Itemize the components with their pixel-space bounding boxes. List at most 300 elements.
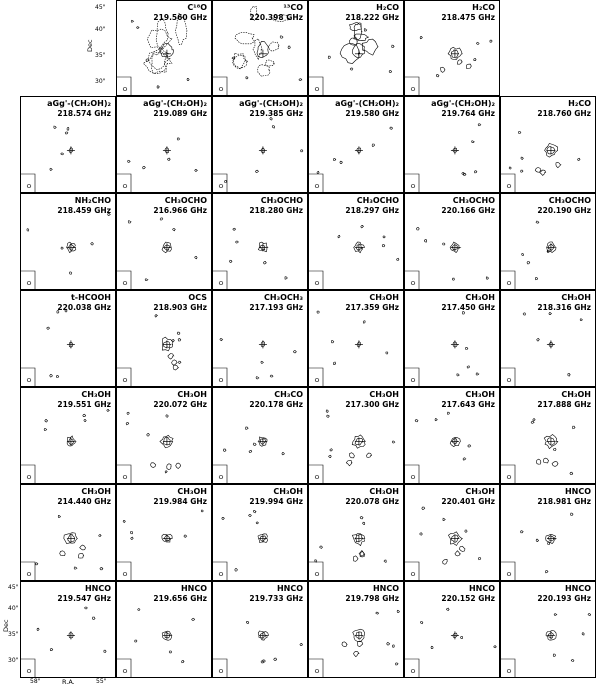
noise-contour: [350, 68, 353, 70]
beam-box: [213, 271, 227, 290]
beam-ellipse: [123, 379, 127, 382]
noise-contour: [104, 650, 106, 652]
beam-box: [117, 465, 131, 484]
beam-ellipse: [219, 379, 223, 382]
beam-ellipse: [219, 476, 223, 479]
map-panel: [116, 96, 212, 193]
noise-contour: [422, 507, 425, 509]
noise-contour: [554, 614, 557, 616]
molecule-label: CH₃OH: [561, 390, 591, 399]
emission-contour: [350, 22, 362, 30]
emission-contour: [367, 453, 372, 457]
beam-box: [21, 659, 35, 678]
top-y-tick-1: 45": [95, 4, 106, 11]
noise-contour: [522, 253, 524, 255]
molecule-label: CH₃OH: [561, 293, 591, 302]
emission-contour: [441, 67, 446, 72]
map-panel: [500, 387, 596, 484]
noise-contour: [192, 618, 195, 620]
map-panel: [212, 581, 308, 678]
map-panel: [20, 96, 116, 193]
emission-contour: [552, 462, 558, 467]
noise-contour: [47, 327, 50, 329]
panel-label: [57, 293, 111, 313]
beam-box: [405, 77, 419, 96]
noise-contour: [331, 341, 333, 343]
top-y-tick-4: 30": [95, 78, 106, 85]
panel-label: [345, 3, 399, 23]
noise-contour: [571, 660, 574, 662]
noise-contour: [285, 277, 287, 280]
noise-contour: [452, 278, 454, 280]
panel-label: [345, 293, 399, 313]
panel-label: [249, 390, 303, 410]
noise-contour: [435, 419, 437, 421]
frequency-label: 220.193 GHz: [537, 594, 591, 603]
map-panel: [20, 290, 116, 387]
beam-ellipse: [315, 88, 319, 91]
molecule-label: CH₃CO: [274, 390, 303, 399]
emission-contour: [176, 463, 181, 469]
noise-contour: [27, 229, 29, 231]
beam-box: [117, 271, 131, 290]
noise-contour: [45, 420, 48, 422]
noise-contour: [461, 636, 463, 638]
noise-contour: [535, 278, 537, 280]
beam-ellipse: [27, 282, 31, 285]
noise-contour: [54, 126, 56, 128]
noise-contour: [220, 338, 223, 340]
panel-label: [441, 390, 495, 410]
frequency-label: 219.984 GHz: [153, 497, 207, 506]
molecule-label: CH₃OH: [465, 390, 495, 399]
map-panel: [308, 387, 404, 484]
beam-box: [213, 368, 227, 387]
emission-contour: [459, 546, 465, 551]
frequency-label: 220.398 GHz: [249, 13, 303, 22]
molecule-label: CH₃OH: [81, 487, 111, 496]
map-panel: [404, 0, 500, 96]
beam-ellipse: [219, 670, 223, 673]
noise-contour: [466, 347, 468, 349]
noise-contour: [486, 277, 488, 279]
noise-contour: [527, 261, 530, 264]
panel-label: [249, 293, 303, 313]
noise-contour: [282, 453, 285, 455]
frequency-label: 217.643 GHz: [441, 400, 495, 409]
noise-contour: [568, 374, 570, 377]
molecule-label: HNCO: [180, 584, 207, 593]
noise-contour: [382, 245, 385, 247]
molecule-label: ¹³CO: [283, 3, 303, 12]
beam-box: [405, 368, 419, 387]
beam-ellipse: [123, 573, 127, 576]
emission-contour: [265, 60, 274, 66]
molecule-label: H₂CO: [568, 99, 591, 108]
beam-box: [405, 562, 419, 581]
noise-contour: [363, 321, 365, 323]
noise-contour: [173, 228, 176, 230]
noise-contour: [85, 607, 88, 609]
noise-contour: [420, 533, 423, 535]
noise-contour: [536, 221, 539, 223]
x-tick-right: 55": [96, 678, 107, 685]
beam-ellipse: [219, 185, 223, 188]
frequency-label: 219.656 GHz: [153, 594, 207, 603]
frequency-label: 214.440 GHz: [57, 497, 111, 506]
beam-ellipse: [507, 282, 511, 285]
beam-box: [501, 271, 515, 290]
map-panel: [212, 193, 308, 290]
noise-contour: [61, 247, 63, 249]
noise-contour: [128, 160, 131, 162]
emission-contour: [540, 170, 546, 175]
frequency-label: 217.300 GHz: [345, 400, 399, 409]
noise-contour: [395, 663, 398, 665]
panel-label: [345, 584, 399, 604]
frequency-label: 217.888 GHz: [537, 400, 591, 409]
map-panel: [500, 290, 596, 387]
noise-contour: [246, 621, 248, 623]
beam-box: [117, 368, 131, 387]
noise-contour: [392, 645, 394, 648]
noise-contour: [157, 86, 159, 88]
noise-contour: [233, 228, 236, 230]
beam-ellipse: [507, 476, 511, 479]
x-axis-label: R.A.: [62, 678, 75, 686]
noise-contour: [123, 520, 125, 522]
noise-contour: [570, 472, 573, 475]
noise-contour: [387, 643, 390, 645]
map-panel: [212, 96, 308, 193]
beam-box: [405, 465, 419, 484]
beam-box: [21, 562, 35, 581]
beam-box: [501, 368, 515, 387]
map-panel: [308, 581, 404, 678]
frequency-label: 217.450 GHz: [441, 303, 495, 312]
map-panel: [20, 193, 116, 290]
noise-contour: [573, 426, 575, 429]
beam-ellipse: [507, 670, 511, 673]
noise-contour: [172, 340, 175, 342]
emission-contour: [354, 556, 358, 561]
beam-ellipse: [411, 88, 415, 91]
beam-box: [405, 659, 419, 678]
panel-label: [57, 584, 111, 604]
emission-contour: [536, 459, 541, 464]
noise-contour: [155, 315, 158, 317]
noise-contour: [531, 421, 534, 423]
map-panel: [500, 581, 596, 678]
beam-box: [117, 77, 131, 96]
noise-contour: [474, 58, 476, 60]
frequency-label: 217.359 GHz: [345, 303, 399, 312]
panel-label: [153, 3, 207, 23]
top-y-tick-3: 35": [95, 52, 106, 59]
noise-contour: [519, 131, 521, 133]
frequency-label: 218.222 GHz: [345, 13, 399, 22]
noise-contour: [195, 256, 197, 259]
beam-box: [213, 465, 227, 484]
noise-contour: [580, 319, 582, 321]
molecule-label: CH₃OH: [273, 487, 303, 496]
map-panel: [116, 0, 212, 96]
noise-contour: [317, 171, 319, 173]
emission-contour: [354, 651, 360, 656]
beam-ellipse: [507, 185, 511, 188]
noise-contour: [463, 458, 466, 460]
beam-ellipse: [411, 282, 415, 285]
beam-ellipse: [411, 185, 415, 188]
molecule-label: HNCO: [468, 584, 495, 593]
panel-label: [345, 487, 399, 507]
noise-contour: [420, 621, 422, 623]
emission-contour: [233, 55, 249, 68]
emission-contour: [60, 551, 65, 556]
emission-contour: [167, 464, 171, 470]
noise-contour: [178, 339, 181, 341]
beam-ellipse: [27, 573, 31, 576]
frequency-label: 219.994 GHz: [249, 497, 303, 506]
noise-contour: [91, 243, 94, 245]
noise-contour: [225, 180, 227, 182]
frequency-label: 219.547 GHz: [57, 594, 111, 603]
molecule-label: HNCO: [372, 584, 399, 593]
panel-label: [537, 390, 591, 410]
noise-contour: [235, 569, 238, 571]
emission-contour: [346, 460, 352, 465]
beam-ellipse: [123, 670, 127, 673]
map-panel: [404, 484, 500, 581]
map-panel: [20, 484, 116, 581]
molecule-label: C¹⁸O: [187, 3, 207, 12]
panel-label: [537, 487, 591, 507]
emission-contour: [443, 560, 448, 565]
beam-ellipse: [315, 573, 319, 576]
beam-box: [501, 174, 515, 193]
top-y-tick-2: 40": [95, 26, 106, 33]
noise-contour: [182, 660, 184, 662]
beam-ellipse: [315, 670, 319, 673]
molecule-label: t-HCOOH: [70, 293, 111, 302]
beam-box: [405, 174, 419, 193]
emission-contour: [455, 551, 461, 556]
panel-label: [537, 99, 591, 119]
frequency-label: 219.560 GHz: [153, 13, 207, 22]
noise-contour: [320, 546, 323, 548]
noise-contour: [74, 567, 77, 569]
beam-box: [21, 271, 35, 290]
noise-contour: [92, 617, 95, 619]
map-panel: [116, 290, 212, 387]
map-panel: [212, 290, 308, 387]
noise-contour: [249, 450, 252, 452]
noise-contour: [476, 373, 479, 375]
noise-contour: [457, 374, 459, 376]
noise-contour: [301, 150, 303, 152]
noise-contour: [270, 375, 273, 377]
bottom-y-tick-4: 30": [8, 657, 19, 664]
noise-contour: [166, 415, 169, 417]
noise-contour: [326, 410, 328, 412]
noise-contour: [372, 144, 375, 147]
map-panel: [212, 387, 308, 484]
noise-contour: [280, 36, 283, 39]
noise-contour: [397, 258, 399, 260]
emission-contour: [342, 642, 347, 647]
beam-ellipse: [219, 573, 223, 576]
panel-label: [441, 584, 495, 604]
noise-contour: [536, 539, 538, 541]
molecule-label: HNCO: [276, 584, 303, 593]
noise-contour: [177, 138, 179, 140]
map-panel: [404, 581, 500, 678]
beam-ellipse: [27, 379, 31, 382]
noise-contour: [165, 471, 167, 473]
noise-contour: [360, 517, 363, 519]
molecule-label: aGg'-(CH₂OH)₂: [431, 99, 495, 108]
map-panel: [404, 193, 500, 290]
noise-contour: [223, 449, 226, 451]
noise-contour: [253, 443, 256, 445]
panel-label: [153, 487, 207, 507]
noise-contour: [553, 654, 555, 656]
noise-contour: [256, 170, 259, 173]
noise-contour: [545, 571, 548, 573]
noise-contour: [571, 513, 574, 516]
map-panel: [308, 484, 404, 581]
molecule-label: CH₃OCH₃: [264, 293, 303, 302]
noise-contour: [436, 75, 439, 77]
noise-contour: [582, 633, 584, 635]
emission-contour: [268, 42, 279, 51]
beam-box: [309, 659, 323, 678]
beam-box: [213, 659, 227, 678]
map-panel: [308, 96, 404, 193]
emission-contour: [147, 29, 172, 50]
noise-contour: [128, 221, 131, 224]
noise-contour: [44, 428, 47, 430]
noise-contour: [533, 419, 535, 421]
frequency-label: 218.459 GHz: [57, 206, 111, 215]
molecule-label: CH₃OCHO: [452, 196, 495, 205]
noise-contour: [147, 434, 150, 437]
noise-contour: [222, 517, 225, 519]
noise-contour: [537, 339, 540, 341]
emission-contour: [168, 353, 174, 359]
frequency-label: 220.078 GHz: [345, 497, 399, 506]
noise-contour: [160, 218, 163, 220]
molecule-label: HNCO: [84, 584, 111, 593]
noise-contour: [333, 158, 335, 160]
noise-contour: [328, 56, 330, 58]
noise-contour: [386, 352, 388, 354]
noise-contour: [131, 537, 133, 539]
noise-contour: [553, 448, 556, 451]
beam-ellipse: [411, 476, 415, 479]
map-panel: [116, 193, 212, 290]
beam-ellipse: [411, 670, 415, 673]
frequency-label: 219.798 GHz: [345, 594, 399, 603]
noise-contour: [446, 608, 449, 610]
frequency-label: 220.166 GHz: [441, 206, 495, 215]
emission-contour: [543, 458, 548, 463]
beam-box: [213, 562, 227, 581]
noise-contour: [169, 651, 171, 653]
noise-contour: [127, 412, 129, 414]
noise-contour: [143, 166, 146, 169]
molecule-label: CH₃OH: [177, 390, 207, 399]
frequency-label: 219.385 GHz: [249, 109, 303, 118]
noise-contour: [177, 332, 180, 334]
map-panel: [116, 387, 212, 484]
frequency-label: 218.297 GHz: [345, 206, 399, 215]
beam-ellipse: [315, 379, 319, 382]
emission-contour: [143, 52, 172, 74]
noise-contour: [100, 568, 103, 570]
beam-ellipse: [219, 88, 223, 91]
beam-ellipse: [507, 573, 511, 576]
noise-contour: [272, 126, 275, 129]
panel-label: [441, 293, 495, 313]
noise-contour: [168, 158, 171, 160]
noise-contour: [468, 445, 471, 447]
panel-label: [57, 487, 111, 507]
noise-contour: [431, 646, 433, 649]
molecule-label: HNCO: [564, 584, 591, 593]
frequency-label: 217.193 GHz: [249, 303, 303, 312]
molecule-label: CH₃OH: [81, 390, 111, 399]
molecule-label: aGg'-(CH₂OH)₂: [47, 99, 111, 108]
emission-contour: [172, 360, 178, 365]
noise-contour: [465, 530, 467, 532]
map-panel: [20, 387, 116, 484]
noise-contour: [50, 168, 52, 170]
beam-ellipse: [123, 185, 127, 188]
noise-contour: [327, 415, 330, 417]
beam-box: [117, 659, 131, 678]
noise-contour: [300, 643, 303, 645]
noise-contour: [37, 628, 39, 630]
map-panel: [212, 484, 308, 581]
noise-contour: [361, 225, 364, 228]
frequency-label: 218.903 GHz: [153, 303, 207, 312]
frequency-label: 218.475 GHz: [441, 13, 495, 22]
molecule-label: NH₂CHO: [74, 196, 111, 205]
noise-contour: [135, 640, 137, 642]
noise-contour: [330, 449, 333, 451]
noise-contour: [56, 376, 59, 378]
emission-contour: [79, 553, 84, 558]
noise-contour: [390, 127, 393, 129]
frequency-label: 219.733 GHz: [249, 594, 303, 603]
noise-contour: [364, 29, 367, 32]
emission-contour: [253, 39, 262, 60]
beam-box: [309, 174, 323, 193]
frequency-label: 220.152 GHz: [441, 594, 495, 603]
panel-label: [57, 390, 111, 410]
panel-label: [153, 390, 207, 410]
map-panel: [404, 387, 500, 484]
beam-box: [309, 465, 323, 484]
noise-contour: [195, 170, 198, 172]
noise-contour: [246, 77, 248, 79]
noise-contour: [477, 42, 480, 44]
molecule-label: CH₃OCHO: [548, 196, 591, 205]
beam-ellipse: [315, 476, 319, 479]
noise-contour: [261, 361, 263, 363]
noise-contour: [521, 157, 523, 159]
